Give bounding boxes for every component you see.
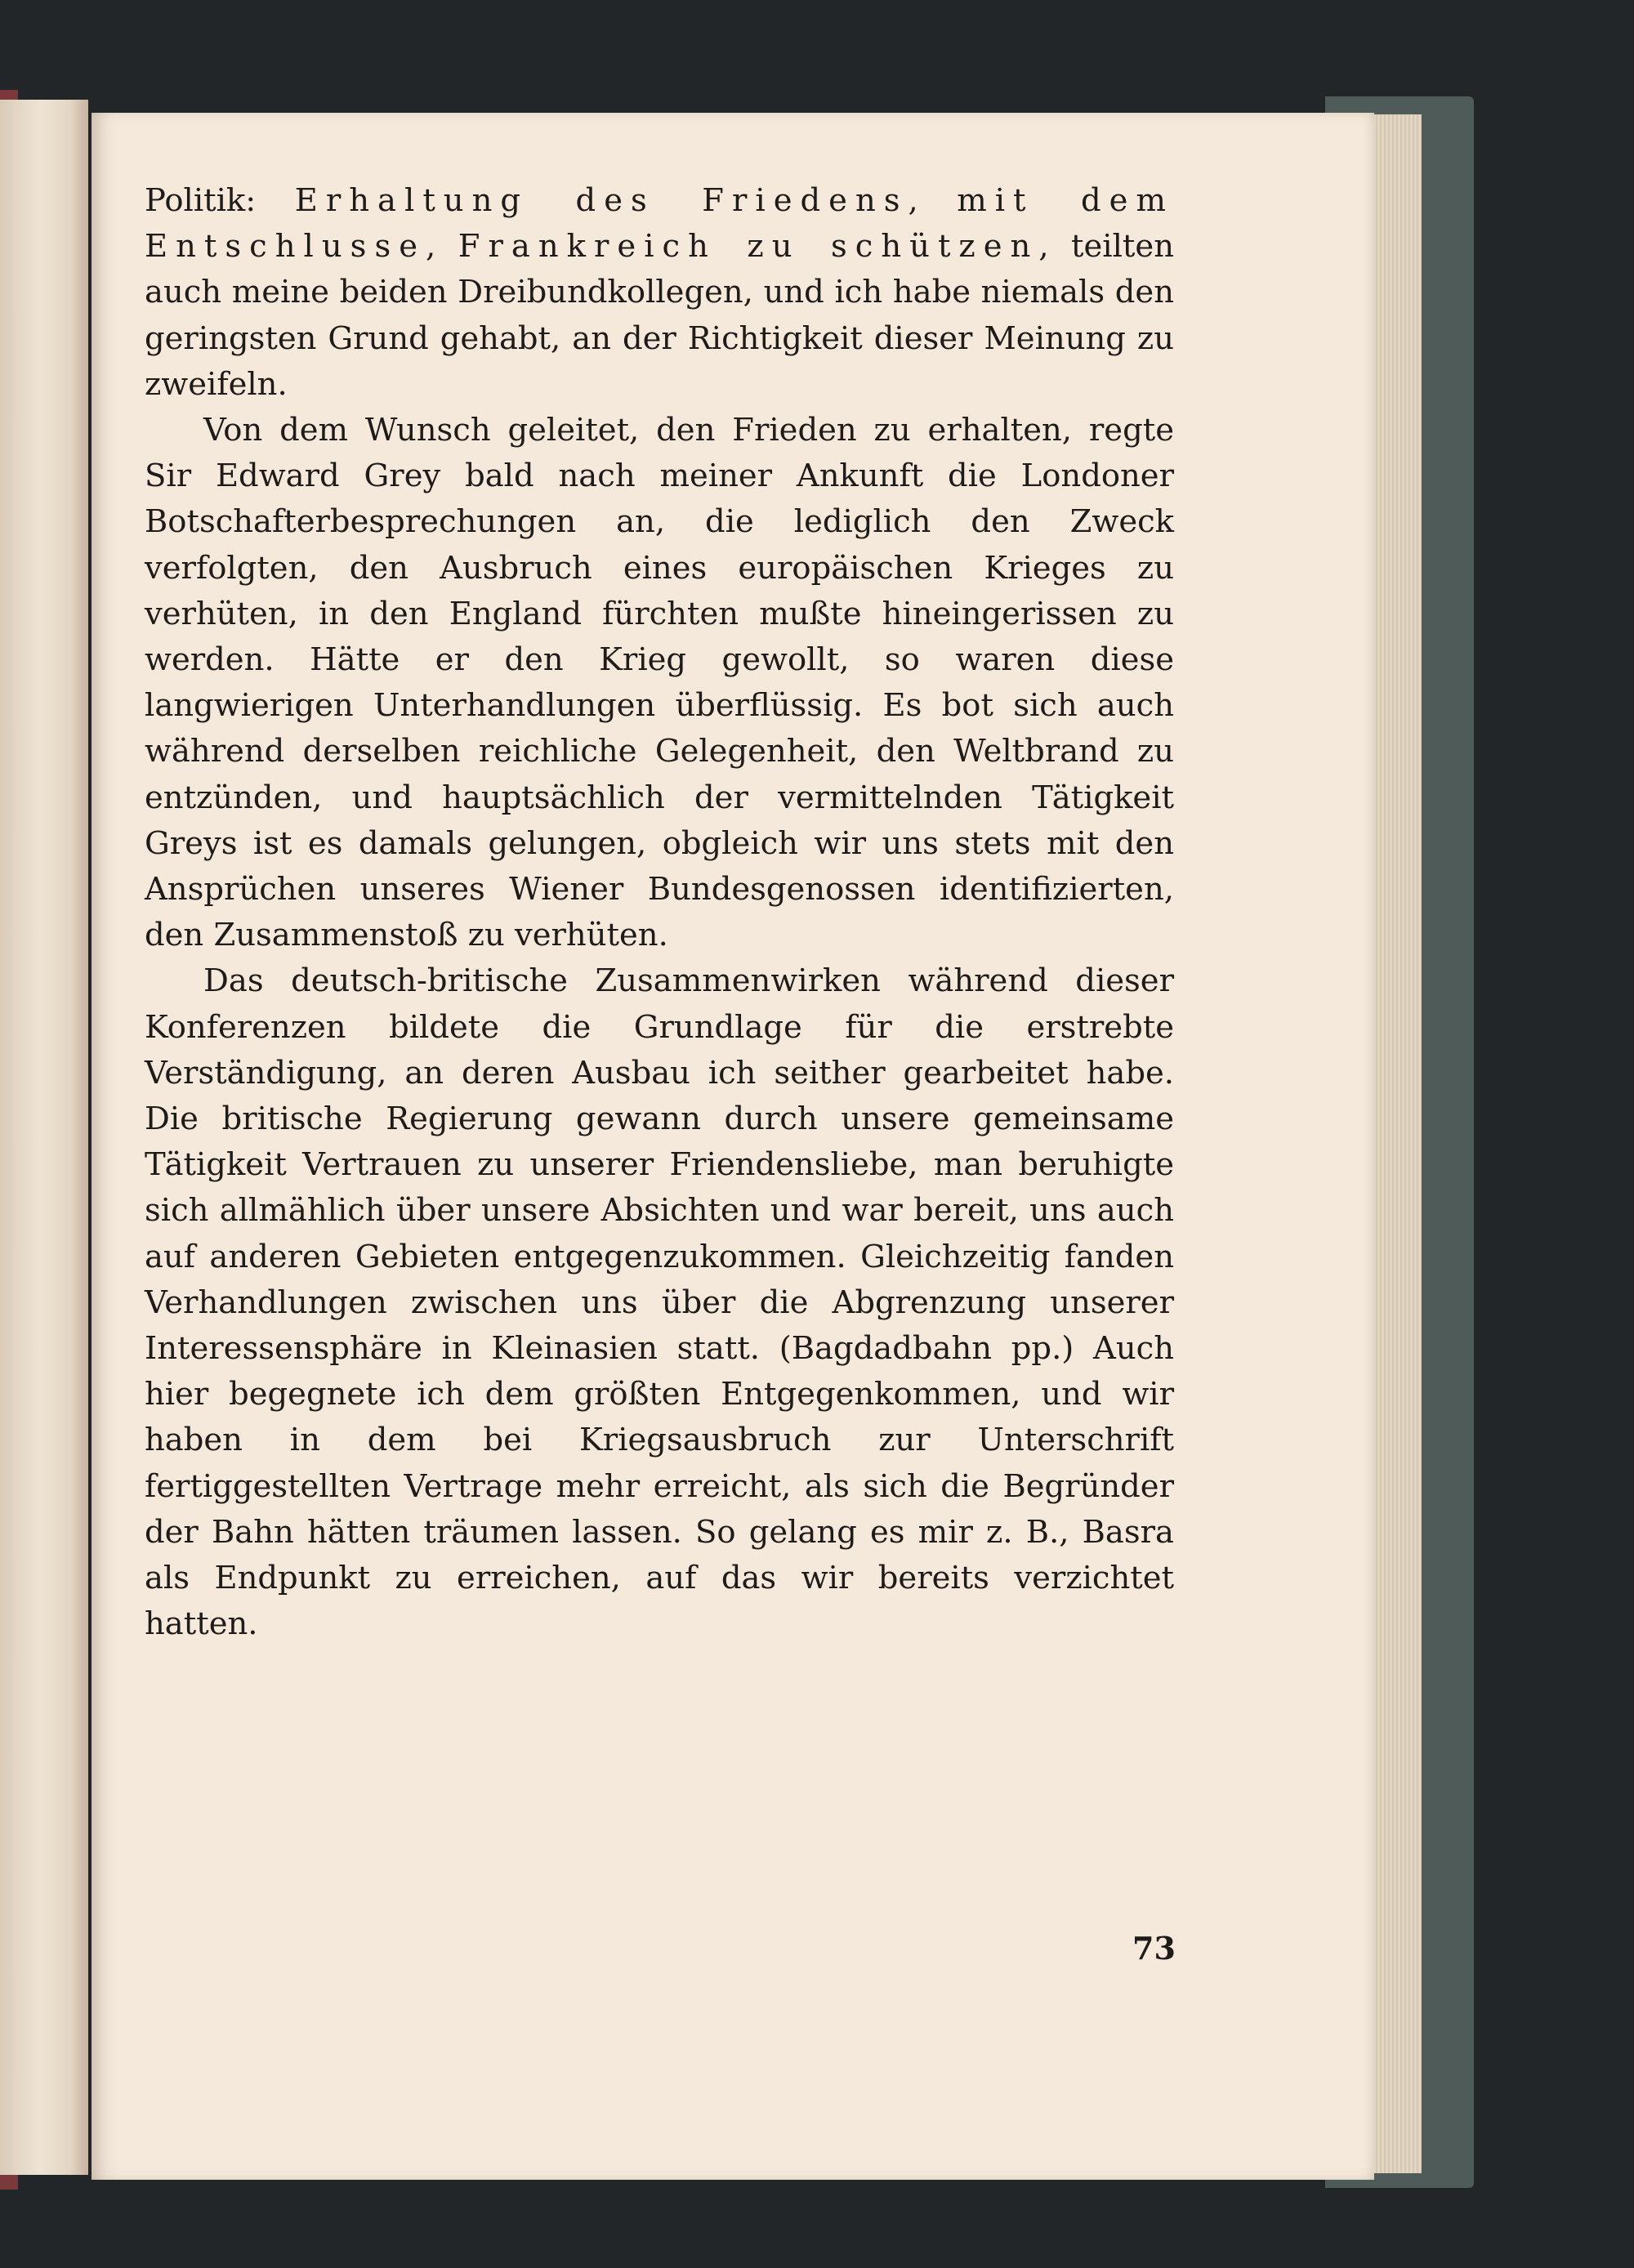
paragraph-2: Von dem Wunsch geleitet, den Frieden zu erhalten, regte Sir Edward Grey bald nach meiner Ankunft die Londoner Botschafterbesprechungen an, die lediglich den Zweck verfolgten, den Ausbruch eines europäischen Krieges zu verhüten, in den England fürchten mußte hineingerissen zu werden. Hätte er den Krieg gewollt, so waren diese langwierigen Unterhandlungen überflüssig. Es bot sich auch während derselben reichliche Gelegenheit, den Weltbrand zu entzünden, und hauptsächlich der vermittelnden Tätigkeit Greys ist es damals gelungen, obgleich wir uns stets mit den Ansprüchen unseres Wiener Bundesgenossen identifizierten, den Zusammenstoß zu verhüten. <box>145 412 1174 954</box>
paragraph-1-intro: Politik: <box>145 182 295 219</box>
spaced-phrase-3: Frankreich zu schützen <box>458 228 1039 266</box>
page-number: 73 <box>1132 1930 1176 1967</box>
spaced-phrase-1: Erhaltung des Friedens <box>294 182 909 219</box>
paragraph-1-separator: , <box>908 182 958 219</box>
left-page-edge <box>0 100 88 2175</box>
spaced-phrase-2: mit dem Entschlusse <box>145 182 1174 266</box>
paragraph-1-separator-2: , <box>426 228 458 266</box>
page-body-text <box>145 178 1174 1648</box>
paragraph-3: Das deutsch-britische Zusammenwirken während dieser Konferenzen bildete die Grundlage für die erstrebte Verständigung, an deren Ausbau ich seither gearbeitet habe. Die britische Regierung gewann durch unsere gemeinsame Tätigkeit Vertrauen zu unserer Friendensliebe, man beruhigte sich allmählich über unsere Absichten und war bereit, uns auch auf anderen Gebieten entgegenzukommen. Gleichzeitig fanden Verhandlungen zwischen uns über die Abgrenzung unserer Interessensphäre in Kleinasien statt. (Bagdadbahn pp.) Auch hier begegnete ich dem größten Entgegenkommen, und wir haben in dem bei Kriegsausbruch zur Unterschrift fertiggestellten Vertrage mehr erreicht, als sich die Begründer der Bahn hätten träumen lassen. So gelang es mir z. B., Basra als Endpunkt zu erreichen, auf das wir bereits verzichtet hatten. <box>145 962 1174 1643</box>
paragraph-1-rest: , teilten auch meine beiden Dreibundkollegen, und ich habe niemals den geringsten Grund gehabt, an der Richtigkeit dieser Meinung zu zweifeln. <box>145 228 1174 403</box>
paragraph-1 <box>145 178 1174 408</box>
